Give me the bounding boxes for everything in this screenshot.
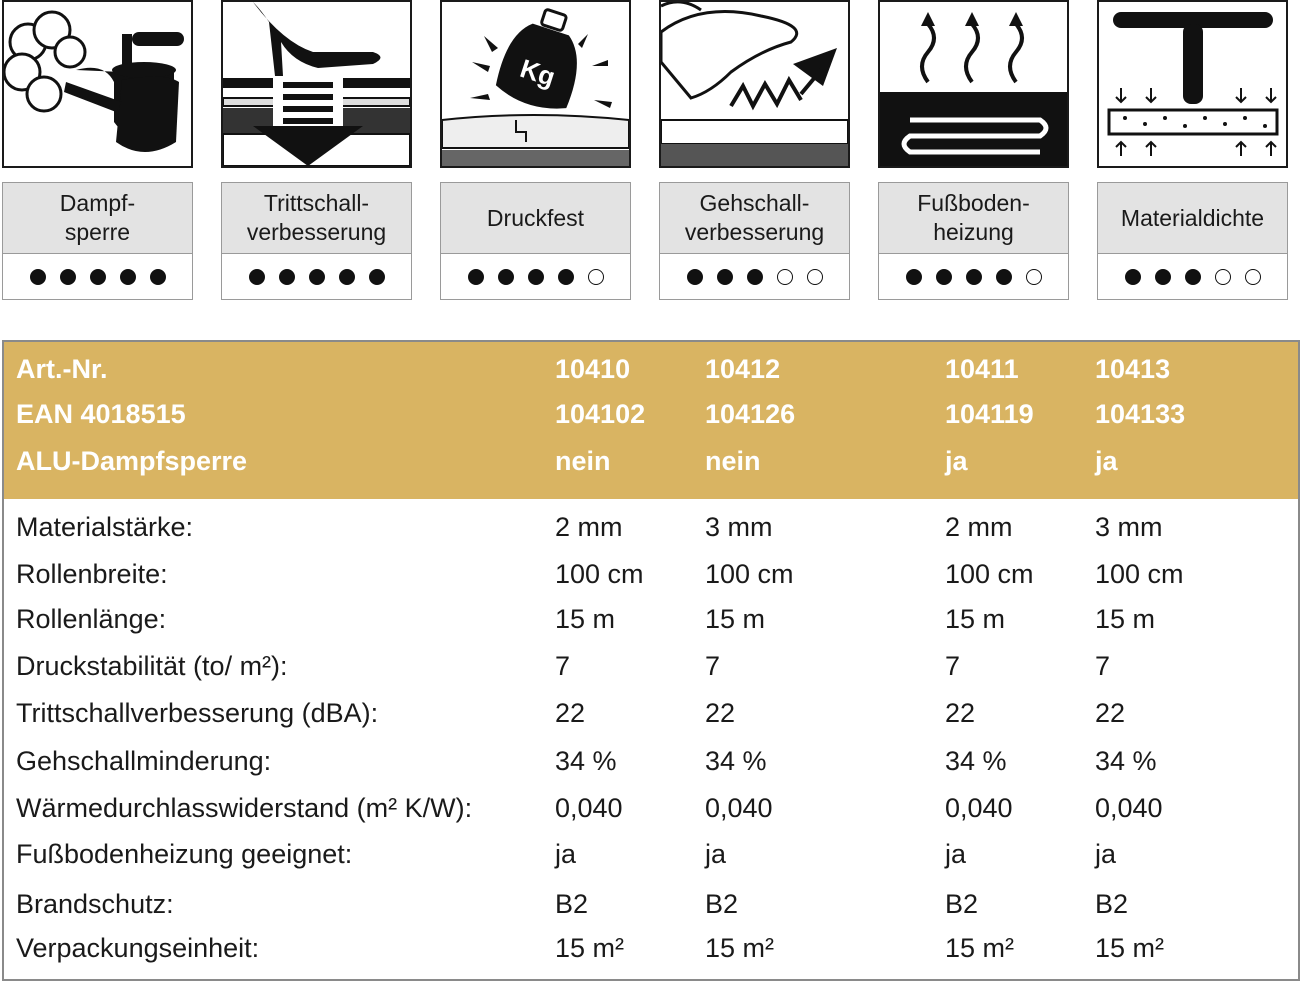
row-label: Gehschallminderung: (16, 746, 272, 776)
rating-dot-filled (1125, 269, 1141, 285)
row-label: Fußbodenheizung geeignet: (16, 839, 353, 869)
rating-dot-empty (588, 269, 604, 285)
table-cell: 100 cm (555, 559, 644, 589)
table-cell: 2 mm (945, 512, 1013, 542)
table-cell: 0,040 (1095, 793, 1163, 823)
rating-dot-filled (309, 269, 325, 285)
row-label: Materialstärke: (16, 512, 194, 542)
feature-label: Druckfest (440, 182, 631, 253)
header-row-label: EAN 4018515 (16, 399, 186, 429)
rating-dot-filled (558, 269, 574, 285)
feature-label: Fußboden- heizung (878, 182, 1069, 253)
header-cell: nein (705, 446, 761, 476)
feature-label: Trittschall- verbesserung (221, 182, 412, 253)
table-cell: 15 m (945, 604, 1006, 634)
table-cell: B2 (705, 889, 739, 919)
header-cell: 10410 (555, 354, 631, 384)
table-cell: 15 m² (945, 933, 1015, 963)
header-row-label: ALU-Dampfsperre (16, 446, 248, 476)
floor-heating-icon (878, 0, 1069, 168)
table-cell: B2 (1095, 889, 1129, 919)
table-cell: 7 (945, 651, 961, 681)
rating-dot-filled (120, 269, 136, 285)
table-cell: 15 m (1095, 604, 1156, 634)
table-cell: 15 m (705, 604, 766, 634)
rating-dot-filled (717, 269, 733, 285)
table-cell: 100 cm (1095, 559, 1184, 589)
header-cell: nein (555, 446, 611, 476)
table-cell: 15 m² (555, 933, 625, 963)
table-cell: 0,040 (555, 793, 623, 823)
rating-dots (440, 253, 631, 300)
header-cell: 104126 (705, 399, 796, 429)
rating-dot-filled (279, 269, 295, 285)
rating-dot-filled (498, 269, 514, 285)
table-cell: 100 cm (945, 559, 1034, 589)
table-cell: 34 % (555, 746, 617, 776)
table-cell: 34 % (1095, 746, 1157, 776)
table-cell: 22 (945, 698, 976, 728)
steam-kettle-icon (2, 0, 193, 168)
table-cell: 15 m² (705, 933, 775, 963)
header-cell: 104102 (555, 399, 646, 429)
table-cell: 2 mm (555, 512, 623, 542)
spec-table (2, 340, 1300, 981)
table-cell: 7 (705, 651, 721, 681)
table-cell: 7 (555, 651, 571, 681)
table-cell: B2 (555, 889, 589, 919)
table-cell: ja (945, 839, 967, 869)
rating-dot-filled (150, 269, 166, 285)
header-cell: 10412 (705, 354, 781, 384)
rating-dot-filled (528, 269, 544, 285)
table-cell: ja (705, 839, 727, 869)
header-cell: ja (1095, 446, 1118, 476)
rating-dot-empty (1215, 269, 1231, 285)
table-cell: 7 (1095, 651, 1111, 681)
rating-dots (1097, 253, 1288, 300)
header-cell: 104133 (1095, 399, 1186, 429)
table-cell: 3 mm (705, 512, 773, 542)
rating-dot-filled (1155, 269, 1171, 285)
svg-text:Kg: Kg (516, 53, 559, 93)
rating-dot-filled (369, 269, 385, 285)
row-label: Verpackungseinheit: (16, 933, 260, 963)
row-label: Rollenbreite: (16, 559, 168, 589)
rating-dot-filled (906, 269, 922, 285)
high-heel-impact-icon (221, 0, 412, 168)
rating-dot-filled (996, 269, 1012, 285)
rating-dot-filled (1185, 269, 1201, 285)
rating-dot-filled (30, 269, 46, 285)
table-cell: ja (555, 839, 577, 869)
feature-label: Gehschall- verbesserung (659, 182, 850, 253)
table-cell: ja (1095, 839, 1117, 869)
rating-dot-filled (687, 269, 703, 285)
row-label: Druckstabilität (to/ m²): (16, 651, 288, 681)
header-row-label: Art.-Nr. (16, 354, 108, 384)
table-cell: 22 (705, 698, 736, 728)
table-cell: 22 (1095, 698, 1126, 728)
table-cell: 3 mm (1095, 512, 1163, 542)
table-cell: 100 cm (705, 559, 794, 589)
rating-dot-filled (90, 269, 106, 285)
rating-dots (659, 253, 850, 300)
header-cell: ja (945, 446, 968, 476)
row-label: Wärmedurchlasswiderstand (m² K/W): (16, 793, 473, 823)
rating-dot-filled (966, 269, 982, 285)
table-cell: 15 m² (1095, 933, 1165, 963)
weight-kg-icon (440, 0, 631, 168)
row-label: Trittschallverbesserung (dBA): (16, 698, 379, 728)
rating-dot-empty (807, 269, 823, 285)
rating-dot-empty (1245, 269, 1261, 285)
feature-label: Dampf- sperre (2, 182, 193, 253)
table-cell: 0,040 (945, 793, 1013, 823)
table-cell: 15 m (555, 604, 616, 634)
shoe-sound-icon (659, 0, 850, 168)
rating-dot-empty (1026, 269, 1042, 285)
header-cell: 104119 (945, 399, 1034, 429)
table-cell: 22 (555, 698, 586, 728)
rating-dots (2, 253, 193, 300)
table-cell: 34 % (945, 746, 1007, 776)
row-label: Brandschutz: (16, 889, 174, 919)
table-cell: B2 (945, 889, 979, 919)
rating-dot-filled (468, 269, 484, 285)
header-cell: 10413 (1095, 354, 1171, 384)
rating-dot-filled (339, 269, 355, 285)
table-cell: 0,040 (705, 793, 773, 823)
rating-dot-filled (60, 269, 76, 285)
row-label: Rollenlänge: (16, 604, 167, 634)
table-cell: 34 % (705, 746, 767, 776)
rating-dot-empty (777, 269, 793, 285)
rating-dots (878, 253, 1069, 300)
rating-dot-filled (747, 269, 763, 285)
rating-dots (221, 253, 412, 300)
rating-dot-filled (936, 269, 952, 285)
density-press-icon (1097, 0, 1288, 168)
header-cell: 10411 (945, 354, 1019, 384)
rating-dot-filled (249, 269, 265, 285)
feature-label: Materialdichte (1097, 182, 1288, 253)
